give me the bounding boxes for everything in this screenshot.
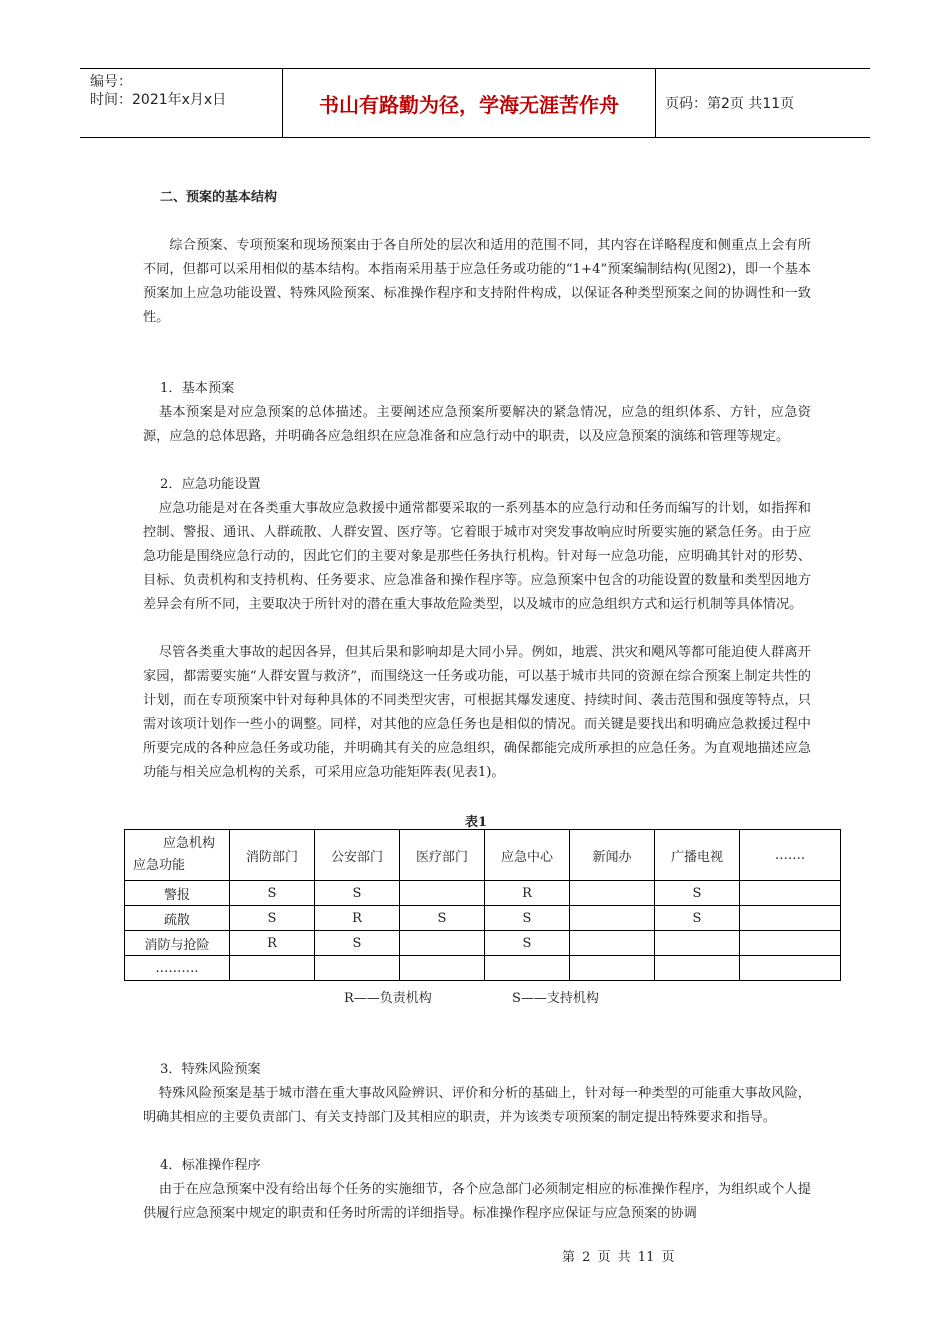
table-cell <box>570 931 655 956</box>
column-header: 应急中心 <box>485 830 570 881</box>
intro-paragraph: 综合预案、专项预案和现场预案由于各自所处的层次和适用的范围不同，其内容在详略程度和侧重点上会有所不同，但都可以采用相似的基本结构。本指南采用基于应急任务或功能的“1+4”预案编制结构(见图2)，即一个基本预案加上应急功能设置、特殊风险预案、标准操作程序和支持附件构成，以保证各种类型预案之间的协调性和一致性。 <box>143 238 811 325</box>
column-header: 公安部门 <box>315 830 400 881</box>
table-cell <box>655 931 740 956</box>
page-footer: 第 2 页 共 11 页 <box>562 1250 675 1265</box>
table-row <box>125 931 841 956</box>
table-row <box>125 956 841 981</box>
table-cell: S <box>485 906 570 931</box>
table-cell <box>740 956 841 981</box>
table-cell: S <box>230 906 315 931</box>
corner-bottom-label: 应急功能 <box>133 858 186 873</box>
table-cell <box>570 906 655 931</box>
header-motto: 书山有路勤为径，学海无涯苦作舟 <box>283 69 656 137</box>
table-cell <box>400 881 485 906</box>
table-cell: R <box>230 931 315 956</box>
table-cell <box>485 956 570 981</box>
s3-body: 特殊风险预案是基于城市潜在重大事故风险辨识、评价和分析的基础上，针对每一种类型的可能重大事故风险，明确其相应的主要负责部门、有关支持部门及其相应的职责，并为该类专项预案的制定提出特殊要求和指导。 <box>143 1086 811 1125</box>
row-label: 消防与抢险 <box>125 931 230 956</box>
s2-title: 2．应急功能设置 <box>160 477 261 492</box>
table-cell <box>315 956 400 981</box>
table-cell: S <box>315 881 400 906</box>
code-label: 编号： <box>90 74 132 90</box>
table-cell: S <box>485 931 570 956</box>
table-cell <box>740 881 841 906</box>
corner-top-label: 应急机构 <box>163 836 216 851</box>
s2-body-1: 应急功能是对在各类重大事故应急救援中通常都要采取的一系列基本的应急行动和任务而编写的计划，如指挥和控制、警报、通讯、人群疏散、人群安置、医疗等。它着眼于城市对突发事故响应时所要实施的紧急任务。由于应急功能是围绕应急行动的，因此它们的主要对象是那些任务执行机构。针对每一应急功能，应明确其针对的形势、目标、负责机构和支持机构、任务要求、应急准备和操作程序等。应急预案中包含的功能设置的数量和类型因地方差异会有所不同，主要取决于所针对的潜在重大事故危险类型，以及城市的应急组织方式和运行机制等具体情况。 <box>143 501 811 612</box>
column-header: 医疗部门 <box>400 830 485 881</box>
table-cell: S <box>400 906 485 931</box>
table-cell <box>740 931 841 956</box>
table-cell: S <box>315 931 400 956</box>
table-cell <box>740 906 841 931</box>
table-cell <box>400 956 485 981</box>
s2-body-2: 尽管各类重大事故的起因各异，但其后果和影响却是大同小异。例如，地震、洪灾和飓风等都可能迫使人群离开家园，都需要实施“人群安置与救济”，而围绕这一任务或功能，可以基于城市共同的资源在综合预案上制定共性的计划，而在专项预案中针对每种具体的不同类型灾害，可根据其爆发速度、持续时间、袭击范围和强度等特点，只需对该项计划作一些小的调整。同样，对其他的应急任务也是相似的情况。而关键是要找出和明确应急救援过程中所要完成的各种应急任务或功能，并明确其有关的应急组织，确保都能完成所承担的应急任务。为直观地描述应急功能与相关应急机构的关系，可采用应急功能矩阵表(见表1)。 <box>143 645 811 780</box>
table-cell <box>570 956 655 981</box>
table-corner <box>125 830 230 881</box>
table-cell <box>570 881 655 906</box>
s3-title: 3．特殊风险预案 <box>160 1062 261 1077</box>
s1-title: 1．基本预案 <box>160 381 235 396</box>
header-page-info: 页码：第2页 共11页 <box>665 96 795 112</box>
s4-body: 由于在应急预案中没有给出每个任务的实施细节，各个应急部门必须制定相应的标准操作程序，为组织或个人提供履行应急预案中规定的职责和任务时所需的详细指导。标准操作程序应保证与应急预案的协调 <box>143 1182 811 1221</box>
page-header <box>80 68 870 138</box>
s4-title: 4．标准操作程序 <box>160 1158 261 1173</box>
table-cell: S <box>230 881 315 906</box>
row-label: 警报 <box>125 881 230 906</box>
table-header-row <box>125 830 841 881</box>
column-header: 消防部门 <box>230 830 315 881</box>
table-cell: R <box>485 881 570 906</box>
table-cell: S <box>655 906 740 931</box>
legend-responsible: R——负责机构 <box>344 991 432 1006</box>
row-label: 疏散 <box>125 906 230 931</box>
time-label: 时间：2021年x月x日 <box>90 92 227 108</box>
function-matrix-table <box>124 829 841 981</box>
table-cell <box>400 931 485 956</box>
table-row <box>125 906 841 931</box>
legend-support: S——支持机构 <box>512 991 599 1006</box>
table-cell <box>655 956 740 981</box>
column-header: 新闻办 <box>570 830 655 881</box>
table-row <box>125 881 841 906</box>
table-caption: 表1 <box>465 815 488 830</box>
table-cell <box>230 956 315 981</box>
header-meta <box>80 69 283 137</box>
section-title: 二、预案的基本结构 <box>160 190 278 205</box>
row-label: ………. <box>125 956 230 981</box>
s1-body: 基本预案是对应急预案的总体描述。主要阐述应急预案所要解决的紧急情况，应急的组织体系、方针，应急资源，应急的总体思路，并明确各应急组织在应急准备和应急行动中的职责，以及应急预案的演练和管理等规定。 <box>143 405 811 444</box>
table-cell: R <box>315 906 400 931</box>
column-header: ……. <box>740 830 841 881</box>
table-cell: S <box>655 881 740 906</box>
column-header: 广播电视 <box>655 830 740 881</box>
